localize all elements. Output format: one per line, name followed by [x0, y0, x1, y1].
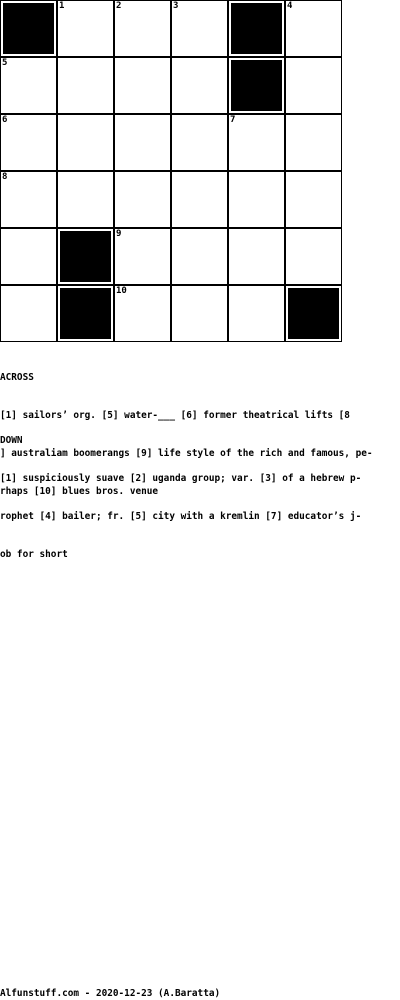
clue-number: 1 — [59, 1, 65, 11]
letter-cell[interactable] — [57, 0, 114, 57]
letter-cell[interactable] — [171, 171, 228, 228]
clue-number: 7 — [230, 115, 236, 125]
clue-number: 4 — [287, 1, 293, 11]
clue-number: 8 — [2, 172, 8, 182]
black-cell — [228, 0, 285, 57]
down-clue-line: ob for short — [0, 548, 68, 560]
letter-cell[interactable] — [114, 228, 171, 285]
across-heading: ACROSS — [0, 372, 34, 384]
letter-cell[interactable] — [228, 114, 285, 171]
letter-cell[interactable] — [0, 114, 57, 171]
letter-cell[interactable] — [228, 171, 285, 228]
letter-cell[interactable] — [114, 171, 171, 228]
footer-credit: Alfunstuff.com - 2020-12-23 (A.Baratta) — [0, 988, 221, 999]
black-cell-fill — [60, 231, 111, 282]
across-clue-line: ] australiam boomerangs [9] life style of the rich and famous, pe- — [0, 447, 373, 459]
black-cell — [0, 0, 57, 57]
letter-cell[interactable] — [171, 0, 228, 57]
black-cell-fill — [231, 3, 282, 54]
letter-cell[interactable] — [171, 228, 228, 285]
black-cell-fill — [288, 288, 339, 339]
letter-cell[interactable] — [57, 171, 114, 228]
black-cell — [228, 57, 285, 114]
black-cell-fill — [60, 288, 111, 339]
letter-cell[interactable] — [0, 171, 57, 228]
letter-cell[interactable] — [171, 114, 228, 171]
black-cell-fill — [231, 60, 282, 111]
letter-cell[interactable] — [0, 285, 57, 342]
letter-cell[interactable] — [171, 285, 228, 342]
letter-cell[interactable] — [285, 171, 342, 228]
down-clue-line: [1] suspiciously suave [2] uganda group; var. [3] of a hebrew p- — [0, 472, 362, 484]
black-cell — [285, 285, 342, 342]
letter-cell[interactable] — [285, 114, 342, 171]
clue-number: 6 — [2, 115, 8, 125]
black-cell — [57, 285, 114, 342]
letter-cell[interactable] — [114, 285, 171, 342]
across-clue-line: [1] sailors’ org. [5] water-___ [6] former theatrical lifts [8 — [0, 409, 350, 421]
letter-cell[interactable] — [114, 114, 171, 171]
letter-cell[interactable] — [285, 228, 342, 285]
letter-cell[interactable] — [228, 285, 285, 342]
crossword-grid — [0, 0, 343, 343]
clue-number: 9 — [116, 229, 122, 239]
across-clue-line: rhaps [10] blues bros. venue — [0, 485, 159, 497]
down-heading: DOWN — [0, 435, 23, 447]
letter-cell[interactable] — [57, 57, 114, 114]
clue-number: 2 — [116, 1, 122, 11]
down-clue-line: rophet [4] bailer; fr. [5] city with a kremlin [7] educator’s j- — [0, 510, 362, 522]
down-clues — [0, 410, 400, 574]
letter-cell[interactable] — [228, 228, 285, 285]
black-cell — [57, 228, 114, 285]
black-cell-fill — [3, 3, 54, 54]
clue-number: 10 — [116, 286, 127, 296]
letter-cell[interactable] — [114, 57, 171, 114]
clue-number: 5 — [2, 58, 8, 68]
letter-cell[interactable] — [171, 57, 228, 114]
letter-cell[interactable] — [0, 57, 57, 114]
clue-number: 3 — [173, 1, 179, 11]
letter-cell[interactable] — [114, 0, 171, 57]
letter-cell[interactable] — [57, 114, 114, 171]
letter-cell[interactable] — [285, 57, 342, 114]
letter-cell[interactable] — [285, 0, 342, 57]
letter-cell[interactable] — [0, 228, 57, 285]
